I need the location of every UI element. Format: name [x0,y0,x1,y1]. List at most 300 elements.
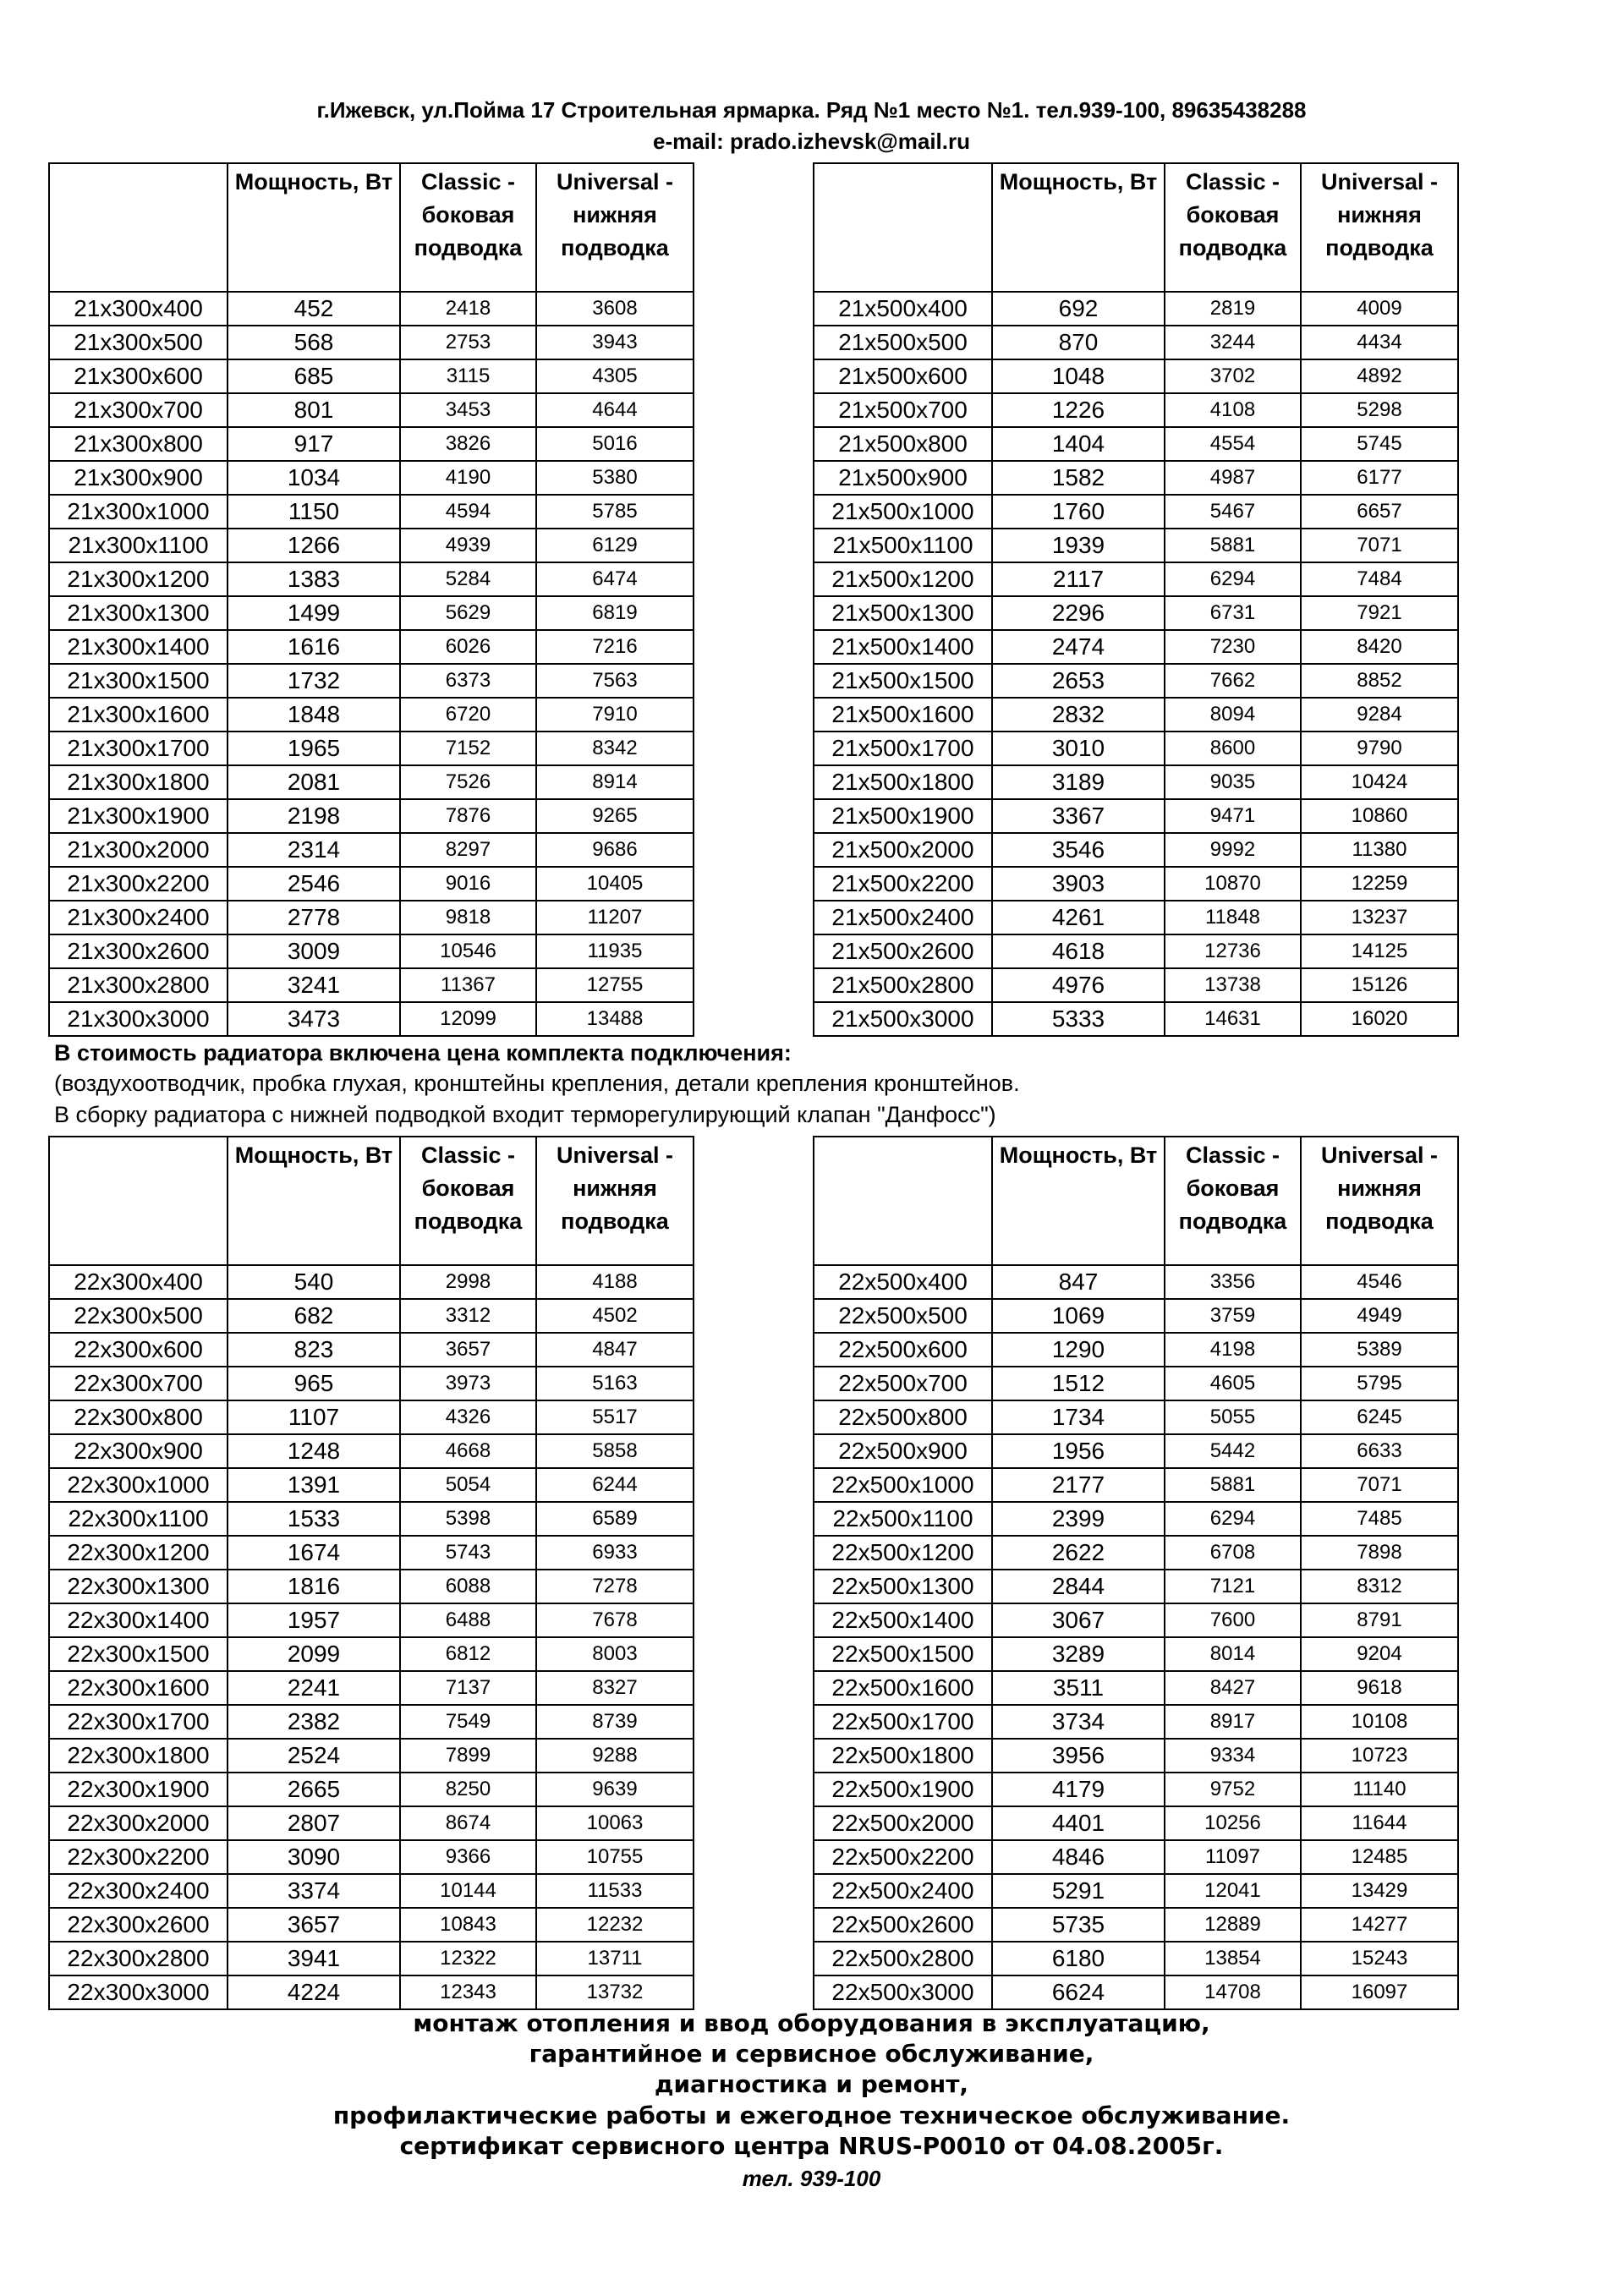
price-table-22x500 [813,1136,1459,2010]
table-row [814,427,1458,461]
model-cell: 21x500x900 [814,461,992,495]
table-row [49,1400,694,1434]
column-header-universal: Universal - нижняя подводка [536,163,694,292]
classic-price-cell: 6812 [400,1637,536,1671]
table-row [49,1502,694,1536]
universal-price-cell: 9265 [536,799,694,833]
universal-price-cell: 7071 [1301,1468,1458,1502]
table-row [49,1333,694,1367]
universal-price-cell: 4892 [1301,359,1458,393]
universal-price-cell: 8852 [1301,664,1458,698]
model-cell: 21x300x800 [49,427,228,461]
model-cell: 21x500x2200 [814,867,992,901]
model-cell: 21x300x1300 [49,596,228,630]
table-row [814,1536,1458,1570]
table-row [49,359,694,393]
universal-price-cell: 6633 [1301,1434,1458,1468]
table-row [49,461,694,495]
power-cell: 870 [992,326,1165,359]
table-row [49,1299,694,1333]
power-cell: 682 [228,1299,400,1333]
universal-price-cell: 15243 [1301,1942,1458,1975]
model-cell: 21x500x2600 [814,934,992,968]
classic-price-cell: 8297 [400,833,536,867]
table-row [49,427,694,461]
table-header-row [49,1137,694,1265]
model-cell: 22x500x800 [814,1400,992,1434]
classic-price-cell: 2998 [400,1265,536,1299]
power-cell: 685 [228,359,400,393]
table-row [814,292,1458,326]
power-cell: 3941 [228,1942,400,1975]
table-row [49,732,694,765]
model-cell: 22x500x700 [814,1367,992,1400]
classic-price-cell: 7152 [400,732,536,765]
power-cell: 1760 [992,495,1165,529]
service-line-repair: диагностика и ремонт, [654,2070,969,2098]
table-row [814,630,1458,664]
classic-price-cell: 6373 [400,664,536,698]
model-cell: 21x500x2400 [814,901,992,934]
table-row [49,968,694,1002]
classic-price-cell: 4190 [400,461,536,495]
table-row [49,1874,694,1908]
classic-price-cell: 10256 [1165,1806,1301,1840]
table-row [49,1739,694,1773]
table-header-row [814,163,1458,292]
power-cell: 3374 [228,1874,400,1908]
classic-price-cell: 10144 [400,1874,536,1908]
table-row [49,1002,694,1036]
universal-price-cell: 10063 [536,1806,694,1840]
power-cell: 4224 [228,1975,400,2009]
model-cell: 21x500x1800 [814,765,992,799]
table-row [814,732,1458,765]
model-cell: 22x500x1000 [814,1468,992,1502]
power-cell: 2524 [228,1739,400,1773]
price-table-22x300 [48,1136,694,2010]
universal-price-cell: 6245 [1301,1400,1458,1434]
table-row [49,562,694,596]
table-row [49,495,694,529]
model-cell: 22x300x1100 [49,1502,228,1536]
model-cell: 22x300x700 [49,1367,228,1400]
model-cell: 22x300x1500 [49,1637,228,1671]
universal-price-cell: 11533 [536,1874,694,1908]
table-row [49,664,694,698]
model-cell: 22x500x1200 [814,1536,992,1570]
table-row [814,1908,1458,1942]
model-cell: 21x300x1500 [49,664,228,698]
universal-price-cell: 10424 [1301,765,1458,799]
model-cell: 21x500x500 [814,326,992,359]
table-row [814,901,1458,934]
table-row [814,1299,1458,1333]
table-row [49,799,694,833]
power-cell: 1956 [992,1434,1165,1468]
universal-price-cell: 4546 [1301,1265,1458,1299]
classic-price-cell: 10843 [400,1908,536,1942]
model-cell: 21x500x3000 [814,1002,992,1036]
model-cell: 22x500x1900 [814,1773,992,1806]
model-cell: 21x500x1500 [814,664,992,698]
model-cell: 21x300x3000 [49,1002,228,1036]
column-header-universal: Universal - нижняя подводка [1301,1137,1458,1265]
classic-price-cell: 3657 [400,1333,536,1367]
power-cell: 3546 [992,833,1165,867]
universal-price-cell: 6244 [536,1468,694,1502]
universal-price-cell: 7278 [536,1570,694,1603]
classic-price-cell: 3356 [1165,1265,1301,1299]
address-line: г.Ижевск, ул.Пойма 17 Строительная ярмарка. Ряд №1 место №1. тел.939-100, 89635438288 [316,97,1307,123]
table-row [814,1570,1458,1603]
power-cell: 2099 [228,1637,400,1671]
power-cell: 2832 [992,698,1165,732]
model-cell: 22x300x2000 [49,1806,228,1840]
power-cell: 2807 [228,1806,400,1840]
power-cell: 965 [228,1367,400,1400]
classic-price-cell: 9334 [1165,1739,1301,1773]
universal-price-cell: 14125 [1301,934,1458,968]
universal-price-cell: 9288 [536,1739,694,1773]
model-cell: 22x300x2200 [49,1840,228,1874]
column-header-classic: Classic - боковая подводка [400,1137,536,1265]
universal-price-cell: 5389 [1301,1333,1458,1367]
column-header-classic: Classic - боковая подводка [1165,1137,1301,1265]
model-cell: 21x500x2000 [814,833,992,867]
power-cell: 5291 [992,1874,1165,1908]
model-cell: 22x500x1800 [814,1739,992,1773]
universal-price-cell: 8739 [536,1705,694,1739]
universal-price-cell: 5380 [536,461,694,495]
classic-price-cell: 3312 [400,1299,536,1333]
model-cell: 22x500x1700 [814,1705,992,1739]
model-cell: 21x500x400 [814,292,992,326]
universal-price-cell: 8342 [536,732,694,765]
table-row [49,1637,694,1671]
universal-price-cell: 10108 [1301,1705,1458,1739]
model-cell: 22x500x1600 [814,1671,992,1705]
table-row [814,1265,1458,1299]
universal-price-cell: 10860 [1301,799,1458,833]
universal-price-cell: 10755 [536,1840,694,1874]
classic-price-cell: 8427 [1165,1671,1301,1705]
universal-price-cell: 5795 [1301,1367,1458,1400]
power-cell: 3241 [228,968,400,1002]
classic-price-cell: 8600 [1165,732,1301,765]
universal-price-cell: 11207 [536,901,694,934]
column-header-universal: Universal - нижняя подводка [536,1137,694,1265]
universal-price-cell: 4305 [536,359,694,393]
table-row [814,393,1458,427]
model-cell: 21x300x2600 [49,934,228,968]
table-row [49,901,694,934]
table-row [49,1942,694,1975]
power-cell: 3511 [992,1671,1165,1705]
column-header-model [814,163,992,292]
power-cell: 1816 [228,1570,400,1603]
universal-price-cell: 4009 [1301,292,1458,326]
classic-price-cell: 3702 [1165,359,1301,393]
table-row [814,1739,1458,1773]
universal-price-cell: 6819 [536,596,694,630]
universal-price-cell: 4434 [1301,326,1458,359]
classic-price-cell: 4554 [1165,427,1301,461]
power-cell: 540 [228,1265,400,1299]
model-cell: 21x300x1200 [49,562,228,596]
classic-price-cell: 7662 [1165,664,1301,698]
classic-price-cell: 12736 [1165,934,1301,968]
power-cell: 568 [228,326,400,359]
table-row [49,292,694,326]
classic-price-cell: 7121 [1165,1570,1301,1603]
classic-price-cell: 5881 [1165,1468,1301,1502]
universal-price-cell: 13488 [536,1002,694,1036]
universal-price-cell: 7563 [536,664,694,698]
universal-price-cell: 9790 [1301,732,1458,765]
power-cell: 692 [992,292,1165,326]
power-cell: 1848 [228,698,400,732]
table-row [814,1705,1458,1739]
universal-price-cell: 9686 [536,833,694,867]
column-header-model [49,1137,228,1265]
classic-price-cell: 3759 [1165,1299,1301,1333]
classic-price-cell: 4939 [400,529,536,562]
power-cell: 4846 [992,1840,1165,1874]
email-line: e-mail: prado.izhevsk@mail.ru [652,129,971,154]
table-row [49,1840,694,1874]
power-cell: 3009 [228,934,400,968]
table-row [814,461,1458,495]
model-cell: 22x300x1900 [49,1773,228,1806]
classic-price-cell: 2753 [400,326,536,359]
classic-price-cell: 13854 [1165,1942,1301,1975]
valve-note: В сборку радиатора с нижней подводкой входит терморегулирующий клапан "Данфосс") [54,1102,996,1127]
classic-price-cell: 7600 [1165,1603,1301,1637]
classic-price-cell: 6488 [400,1603,536,1637]
classic-price-cell: 9016 [400,867,536,901]
table-row [49,630,694,664]
model-cell: 22x300x1400 [49,1603,228,1637]
classic-price-cell: 8674 [400,1806,536,1840]
table-row [814,1637,1458,1671]
table-row [814,1502,1458,1536]
universal-price-cell: 10723 [1301,1739,1458,1773]
universal-price-cell: 4188 [536,1265,694,1299]
classic-price-cell: 4605 [1165,1367,1301,1400]
column-header-classic: Classic - боковая подводка [400,163,536,292]
table-row [814,1874,1458,1908]
table-row [814,765,1458,799]
table-row [814,1806,1458,1840]
universal-price-cell: 14277 [1301,1908,1458,1942]
universal-price-cell: 7071 [1301,529,1458,562]
table-row [814,1333,1458,1367]
power-cell: 2314 [228,833,400,867]
classic-price-cell: 11097 [1165,1840,1301,1874]
included-note: В стоимость радиатора включена цена комплекта подключения: [54,1040,792,1066]
model-cell: 22x500x1300 [814,1570,992,1603]
table-row [814,934,1458,968]
power-cell: 4261 [992,901,1165,934]
power-cell: 1939 [992,529,1165,562]
classic-price-cell: 5398 [400,1502,536,1536]
power-cell: 1150 [228,495,400,529]
classic-price-cell: 4108 [1165,393,1301,427]
power-cell: 6624 [992,1975,1165,2009]
universal-price-cell: 3943 [536,326,694,359]
classic-price-cell: 9992 [1165,833,1301,867]
power-cell: 2296 [992,596,1165,630]
table-row [814,1840,1458,1874]
table-row [814,698,1458,732]
model-cell: 21x300x1600 [49,698,228,732]
power-cell: 2653 [992,664,1165,698]
universal-price-cell: 4644 [536,393,694,427]
classic-price-cell: 4987 [1165,461,1301,495]
power-cell: 3067 [992,1603,1165,1637]
universal-price-cell: 6589 [536,1502,694,1536]
model-cell: 22x300x400 [49,1265,228,1299]
power-cell: 3956 [992,1739,1165,1773]
table-row [814,1942,1458,1975]
table-row [814,1975,1458,2009]
table-row [814,1773,1458,1806]
model-cell: 21x300x1400 [49,630,228,664]
column-header-classic: Classic - боковая подводка [1165,163,1301,292]
model-cell: 22x500x3000 [814,1975,992,2009]
table-row [49,326,694,359]
classic-price-cell: 6294 [1165,1502,1301,1536]
model-cell: 22x500x900 [814,1434,992,1468]
power-cell: 2622 [992,1536,1165,1570]
classic-price-cell: 6731 [1165,596,1301,630]
classic-price-cell: 5629 [400,596,536,630]
classic-price-cell: 12889 [1165,1908,1301,1942]
table-header-row [49,163,694,292]
model-cell: 22x500x1400 [814,1603,992,1637]
power-cell: 6180 [992,1942,1165,1975]
model-cell: 22x500x1500 [814,1637,992,1671]
universal-price-cell: 11380 [1301,833,1458,867]
model-cell: 21x500x2800 [814,968,992,1002]
model-cell: 22x500x2800 [814,1942,992,1975]
power-cell: 3657 [228,1908,400,1942]
table-row [49,698,694,732]
classic-price-cell: 6088 [400,1570,536,1603]
model-cell: 22x500x1100 [814,1502,992,1536]
table-row [814,495,1458,529]
power-cell: 1248 [228,1434,400,1468]
model-cell: 22x300x600 [49,1333,228,1367]
power-cell: 801 [228,393,400,427]
classic-price-cell: 11848 [1165,901,1301,934]
power-cell: 3010 [992,732,1165,765]
model-cell: 22x500x600 [814,1333,992,1367]
model-cell: 21x300x500 [49,326,228,359]
table-row [814,1002,1458,1036]
table-row [49,1705,694,1739]
power-cell: 1957 [228,1603,400,1637]
table-row [814,1400,1458,1434]
column-header-power: Мощность, Вт [228,1137,400,1265]
table-row [49,1671,694,1705]
classic-price-cell: 5881 [1165,529,1301,562]
power-cell: 2399 [992,1502,1165,1536]
table-row [49,934,694,968]
universal-price-cell: 11644 [1301,1806,1458,1840]
universal-price-cell: 6657 [1301,495,1458,529]
universal-price-cell: 13237 [1301,901,1458,934]
model-cell: 21x300x2000 [49,833,228,867]
table-row [49,1536,694,1570]
classic-price-cell: 6708 [1165,1536,1301,1570]
universal-price-cell: 5517 [536,1400,694,1434]
model-cell: 21x300x1000 [49,495,228,529]
column-header-model [49,163,228,292]
classic-price-cell: 4594 [400,495,536,529]
classic-price-cell: 12322 [400,1942,536,1975]
universal-price-cell: 8420 [1301,630,1458,664]
table-row [49,765,694,799]
table-row [49,833,694,867]
power-cell: 2474 [992,630,1165,664]
classic-price-cell: 9366 [400,1840,536,1874]
power-cell: 3734 [992,1705,1165,1739]
power-cell: 1499 [228,596,400,630]
universal-price-cell: 6933 [536,1536,694,1570]
model-cell: 21x300x700 [49,393,228,427]
table-row [49,393,694,427]
model-cell: 21x500x1700 [814,732,992,765]
classic-price-cell: 8014 [1165,1637,1301,1671]
classic-price-cell: 14708 [1165,1975,1301,2009]
column-header-model [814,1137,992,1265]
model-cell: 22x300x1800 [49,1739,228,1773]
power-cell: 1533 [228,1502,400,1536]
universal-price-cell: 11935 [536,934,694,968]
universal-price-cell: 13732 [536,1975,694,2009]
table-row [814,799,1458,833]
universal-price-cell: 6129 [536,529,694,562]
power-cell: 1034 [228,461,400,495]
table-row [814,664,1458,698]
table-row [814,1603,1458,1637]
power-cell: 3903 [992,867,1165,901]
model-cell: 22x500x2400 [814,1874,992,1908]
power-cell: 1674 [228,1536,400,1570]
classic-price-cell: 2819 [1165,292,1301,326]
classic-price-cell: 4668 [400,1434,536,1468]
table-row [814,529,1458,562]
classic-price-cell: 5055 [1165,1400,1301,1434]
universal-price-cell: 16020 [1301,1002,1458,1036]
universal-price-cell: 8312 [1301,1570,1458,1603]
classic-price-cell: 7526 [400,765,536,799]
table-row [49,1570,694,1603]
classic-price-cell: 4198 [1165,1333,1301,1367]
universal-price-cell: 12259 [1301,867,1458,901]
universal-price-cell: 7898 [1301,1536,1458,1570]
classic-price-cell: 6026 [400,630,536,664]
model-cell: 22x300x2800 [49,1942,228,1975]
classic-price-cell: 7549 [400,1705,536,1739]
model-cell: 21x500x1900 [814,799,992,833]
power-cell: 2665 [228,1773,400,1806]
power-cell: 2117 [992,562,1165,596]
model-cell: 22x500x500 [814,1299,992,1333]
power-cell: 1391 [228,1468,400,1502]
